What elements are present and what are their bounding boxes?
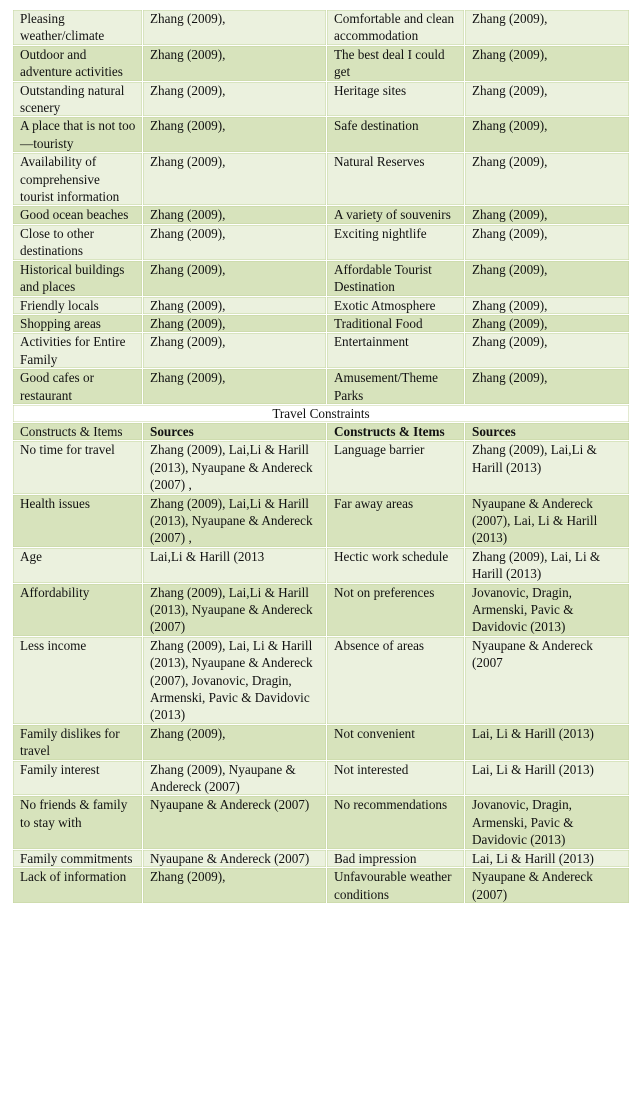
construct-cell: Lack of information [13, 868, 143, 904]
source-cell: Lai,Li & Harill (2013 [143, 547, 327, 583]
source-cell: Zhang (2009), Lai,Li & Harill (2013), Nyaupane & Andereck (2007) , [143, 441, 327, 494]
source-cell: Zhang (2009), Nyaupane & Andereck (2007) [143, 760, 327, 796]
source-cell: Zhang (2009), [465, 81, 630, 117]
construct-cell: Good cafes or restaurant [13, 369, 143, 405]
source-cell: Zhang (2009), [465, 153, 630, 206]
table-row [13, 868, 630, 904]
source-cell: Nyaupane & Andereck (2007) [143, 796, 327, 849]
table-row [13, 153, 630, 206]
source-cell: Zhang (2009), [465, 296, 630, 314]
construct-cell: Hectic work schedule [327, 547, 465, 583]
table-row [13, 369, 630, 405]
source-cell: Zhang (2009), [465, 206, 630, 224]
construct-cell: The best deal I could get [327, 45, 465, 81]
table-row [13, 547, 630, 583]
source-cell: Nyaupane & Andereck (2007) [465, 868, 630, 904]
construct-cell: Affordable Tourist Destination [327, 260, 465, 296]
table-row [13, 441, 630, 494]
source-cell: Zhang (2009), [143, 296, 327, 314]
construct-cell: Heritage sites [327, 81, 465, 117]
construct-cell: Far away areas [327, 494, 465, 547]
construct-cell: Good ocean beaches [13, 206, 143, 224]
source-cell: Lai, Li & Harill (2013) [465, 724, 630, 760]
construct-cell: A variety of souvenirs [327, 206, 465, 224]
construct-cell: No friends & family to stay with [13, 796, 143, 849]
source-cell: Zhang (2009), [143, 314, 327, 332]
table-row [13, 45, 630, 81]
source-cell: Zhang (2009), [143, 868, 327, 904]
construct-cell: Activities for Entire Family [13, 333, 143, 369]
construct-cell: Absence of areas [327, 636, 465, 724]
construct-cell: Outstanding natural scenery [13, 81, 143, 117]
source-cell: Zhang (2009), Lai,Li & Harill (2013), Nyaupane & Andereck (2007) , [143, 494, 327, 547]
section-title-row [13, 404, 630, 422]
construct-cell: Affordability [13, 583, 143, 636]
source-cell: Nyaupane & Andereck (2007 [465, 636, 630, 724]
table-row [13, 10, 630, 46]
construct-cell: Outdoor and adventure activities [13, 45, 143, 81]
table-row [13, 296, 630, 314]
source-cell: Zhang (2009), [465, 10, 630, 46]
construct-cell: Language barrier [327, 441, 465, 494]
construct-cell: Age [13, 547, 143, 583]
source-cell: Zhang (2009), [143, 333, 327, 369]
table-row [13, 796, 630, 849]
construct-cell: A place that is not too —touristy [13, 117, 143, 153]
source-cell: Zhang (2009), [143, 81, 327, 117]
construct-cell: Not on preferences [327, 583, 465, 636]
table-row [13, 81, 630, 117]
source-cell: Zhang (2009), [465, 314, 630, 332]
column-header: Sources [143, 422, 327, 440]
construct-cell: Safe destination [327, 117, 465, 153]
source-cell: Zhang (2009), [465, 117, 630, 153]
source-cell: Jovanovic, Dragin, Armenski, Pavic & Davidovic (2013) [465, 583, 630, 636]
construct-cell: Exotic Atmosphere [327, 296, 465, 314]
table-row [13, 724, 630, 760]
source-cell: Zhang (2009), [143, 10, 327, 46]
table-row [13, 117, 630, 153]
construct-cell: Shopping areas [13, 314, 143, 332]
source-cell: Zhang (2009), Lai, Li & Harill (2013) [465, 547, 630, 583]
construct-cell: Close to other destinations [13, 224, 143, 260]
table-row [13, 260, 630, 296]
construct-cell: Not convenient [327, 724, 465, 760]
source-cell: Zhang (2009), [143, 369, 327, 405]
source-cell: Zhang (2009), [465, 333, 630, 369]
construct-cell: No recommendations [327, 796, 465, 849]
construct-cell: Unfavourable weather conditions [327, 868, 465, 904]
source-cell: Jovanovic, Dragin, Armenski, Pavic & Davidovic (2013) [465, 796, 630, 849]
construct-cell: Family interest [13, 760, 143, 796]
construct-cell: Amusement/Theme Parks [327, 369, 465, 405]
construct-cell: Family commitments [13, 849, 143, 867]
table-row [13, 636, 630, 724]
section-title: Travel Constraints [13, 404, 630, 422]
table-row [13, 224, 630, 260]
table-row [13, 333, 630, 369]
column-header-row [13, 422, 630, 440]
construct-cell: No time for travel [13, 441, 143, 494]
construct-cell: Availability of comprehensive tourist information [13, 153, 143, 206]
source-cell: Lai, Li & Harill (2013) [465, 849, 630, 867]
table-row [13, 206, 630, 224]
source-cell: Zhang (2009), [143, 206, 327, 224]
construct-cell: Historical buildings and places [13, 260, 143, 296]
table-row [13, 760, 630, 796]
source-cell: Zhang (2009), [143, 260, 327, 296]
document-table-container [12, 9, 629, 904]
table-row [13, 494, 630, 547]
source-cell: Nyaupane & Andereck (2007), Lai, Li & Harill (2013) [465, 494, 630, 547]
source-cell: Zhang (2009), [143, 117, 327, 153]
source-cell: Zhang (2009), [465, 45, 630, 81]
construct-cell: Comfortable and clean accommodation [327, 10, 465, 46]
table-row [13, 849, 630, 867]
construct-cell: Family dislikes for travel [13, 724, 143, 760]
table-row [13, 583, 630, 636]
source-cell: Zhang (2009), [143, 224, 327, 260]
column-header: Sources [465, 422, 630, 440]
construct-cell: Traditional Food [327, 314, 465, 332]
construct-cell: Health issues [13, 494, 143, 547]
source-cell: Zhang (2009), [143, 724, 327, 760]
constructs-sources-table [12, 9, 630, 904]
construct-cell: Pleasing weather/climate [13, 10, 143, 46]
source-cell: Lai, Li & Harill (2013) [465, 760, 630, 796]
construct-cell: Friendly locals [13, 296, 143, 314]
construct-cell: Bad impression [327, 849, 465, 867]
construct-cell: Less income [13, 636, 143, 724]
construct-cell: Natural Reserves [327, 153, 465, 206]
source-cell: Nyaupane & Andereck (2007) [143, 849, 327, 867]
source-cell: Zhang (2009), [143, 153, 327, 206]
source-cell: Zhang (2009), Lai,Li & Harill (2013) [465, 441, 630, 494]
source-cell: Zhang (2009), [465, 224, 630, 260]
source-cell: Zhang (2009), [465, 260, 630, 296]
column-header: Constructs & Items [327, 422, 465, 440]
construct-cell: Entertainment [327, 333, 465, 369]
source-cell: Zhang (2009), [465, 369, 630, 405]
column-header: Constructs & Items [13, 422, 143, 440]
source-cell: Zhang (2009), [143, 45, 327, 81]
construct-cell: Exciting nightlife [327, 224, 465, 260]
construct-cell: Not interested [327, 760, 465, 796]
source-cell: Zhang (2009), Lai,Li & Harill (2013), Nyaupane & Andereck (2007) [143, 583, 327, 636]
source-cell: Zhang (2009), Lai, Li & Harill (2013), Nyaupane & Andereck (2007), Jovanovic, Dragin, Armenski, Pavic & Davidovic (2013) [143, 636, 327, 724]
table-row [13, 314, 630, 332]
